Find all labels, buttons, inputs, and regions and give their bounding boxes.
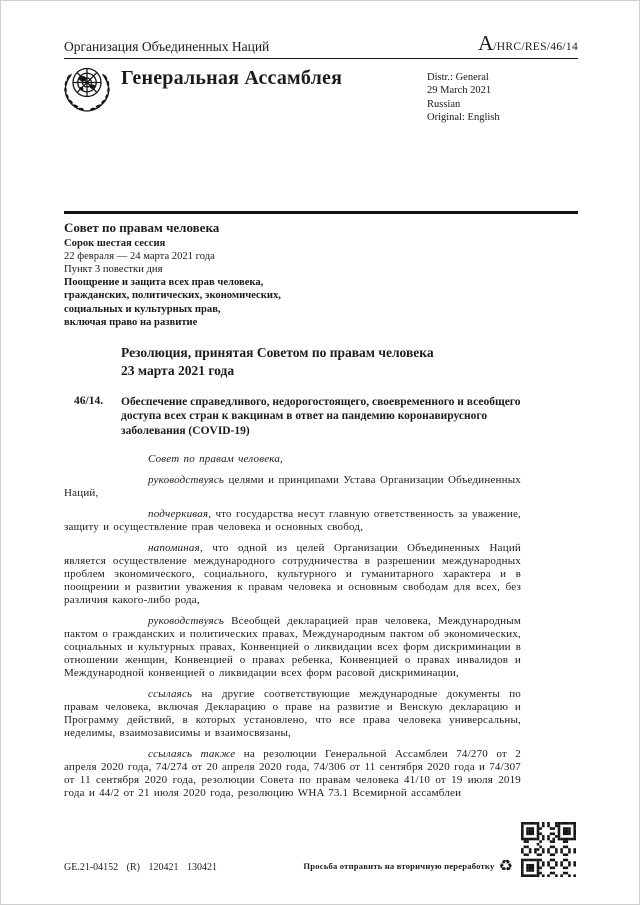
paragraph-lead: Совет по правам человека, <box>148 453 284 465</box>
paragraph-lead: ссылаясь также <box>148 748 236 760</box>
agenda-title-line: гражданских, политических, экономических, <box>64 290 281 302</box>
agenda-item: Пункт 3 повестки дня <box>64 264 163 276</box>
distribution-block <box>427 71 500 124</box>
paragraph-lead: руководствуясь <box>148 615 225 627</box>
paragraph-text: на резолюции Генеральной Ассамблеи 74/270 от 2 апреля 2020 года, 74/274 от 20 апреля 2020 года, 74/306 от 11 сентября 2020 года и 74/307 от 11 сентября 2020 года, резолюции Совета по правам человека 41/10 от 19 июля 2019 года и 44/2 от 21 июля 2020 года, резолюцию WHA 73.1 Всемирной ассамблеи <box>64 748 522 799</box>
qr-code-svg <box>521 822 576 877</box>
session-name: Сорок шестая сессия <box>64 238 166 250</box>
recycle-note <box>303 858 513 874</box>
resolution-title <box>121 344 561 379</box>
page-title: Генеральная Ассамблея <box>121 67 343 89</box>
preamble-paragraph <box>64 748 521 800</box>
distr-line: 29 March 2021 <box>427 85 492 97</box>
header-rule-thick <box>64 211 578 214</box>
distr-line: Distr.: General <box>427 72 489 83</box>
paragraph-text: целями и принципами Устава Организации Объединенных Наций, <box>64 474 521 499</box>
session-block <box>64 221 281 329</box>
doc-symbol <box>478 31 578 56</box>
recycle-icon: ♻ <box>498 856 513 875</box>
preamble-paragraph <box>64 453 521 466</box>
paragraph-text: , что государства несут главную ответственность за уважение, защиту и осуществление прав человека и основных свобод, <box>64 508 521 533</box>
resolution-subject: Обеспечение справедливого, недорогостоящего, своевременного и всеобщего доступа всех стран к вакцинам в ответ на пандемию коронавирусного заболевания (COVID-19) <box>121 396 521 437</box>
preamble-paragraph <box>64 542 521 607</box>
doc-symbol-rest: /HRC/RES/46/14 <box>493 41 578 53</box>
resolution-title-line1: Резолюция, принятая Советом по правам человека <box>121 345 434 360</box>
header-rule-thin <box>64 58 578 59</box>
paragraph-lead: руководствуясь <box>148 474 225 486</box>
paragraph-text: , что одной из целей Организации Объединенных Наций является осуществление международного сотрудничества в разрешении международных проблем экономического, социального, культурного и гуманитарного характера и в поощрении и развитии уважения к правам человека и основным свободам для всех, без различия какого-либо рода, <box>64 542 521 606</box>
recycle-text: Просьба отправить на вторичную переработку <box>303 861 495 871</box>
council-name: Совет по правам человека <box>64 220 220 235</box>
paragraph-lead: напоминая <box>148 542 200 554</box>
distr-line: Russian <box>427 98 461 110</box>
session-dates: 22 февраля — 24 марта 2021 года <box>64 251 215 263</box>
un-emblem-icon <box>62 63 112 117</box>
distr-line: Original: English <box>427 111 500 123</box>
preamble-paragraph <box>64 508 521 534</box>
paragraph-lead: ссылаясь <box>148 688 193 700</box>
preamble-paragraph <box>64 615 521 680</box>
resolution-title-line2: 23 марта 2021 года <box>121 362 235 378</box>
paragraph-text: на другие соответствующие международные документы по правам человека, включая Декларацию о праве на развитие и Венскую декларацию и Программу действий, в которых установлено, что все права человека универсальны, неделимы, взаимозависимы и взаимосвязаны, <box>64 688 521 739</box>
preamble-paragraph <box>64 688 521 740</box>
preamble-paragraph <box>64 474 521 500</box>
agenda-title-line: Поощрение и защита всех прав человека, <box>64 277 264 289</box>
document-body <box>64 453 521 808</box>
agenda-title-line: социальных и культурных прав, <box>64 303 221 315</box>
qr-code <box>521 822 576 877</box>
agenda-title-line: включая право на развитие <box>64 316 198 328</box>
ge-document-number: GE.21-04152 (R) 120421 130421 <box>64 862 217 873</box>
org-name: Организация Объединенных Наций <box>64 39 270 54</box>
paragraph-text: Всеобщей декларацией прав человека, Международным пактом о гражданских и политических правах, Международным пактом об экономических, социальных и культурных правах, Конвенцией о ликвидации всех форм дискриминации в отношении женщин, Конвенцией о правах ребенка, Конвенцией о правах инвалидов и Международной конвенцией о ликвидации всех форм расовой дискриминации, <box>64 615 521 679</box>
paragraph-lead: подчеркивая <box>148 508 209 520</box>
resolution-number: 46/14. <box>74 395 104 407</box>
doc-symbol-letter: A <box>478 31 494 55</box>
